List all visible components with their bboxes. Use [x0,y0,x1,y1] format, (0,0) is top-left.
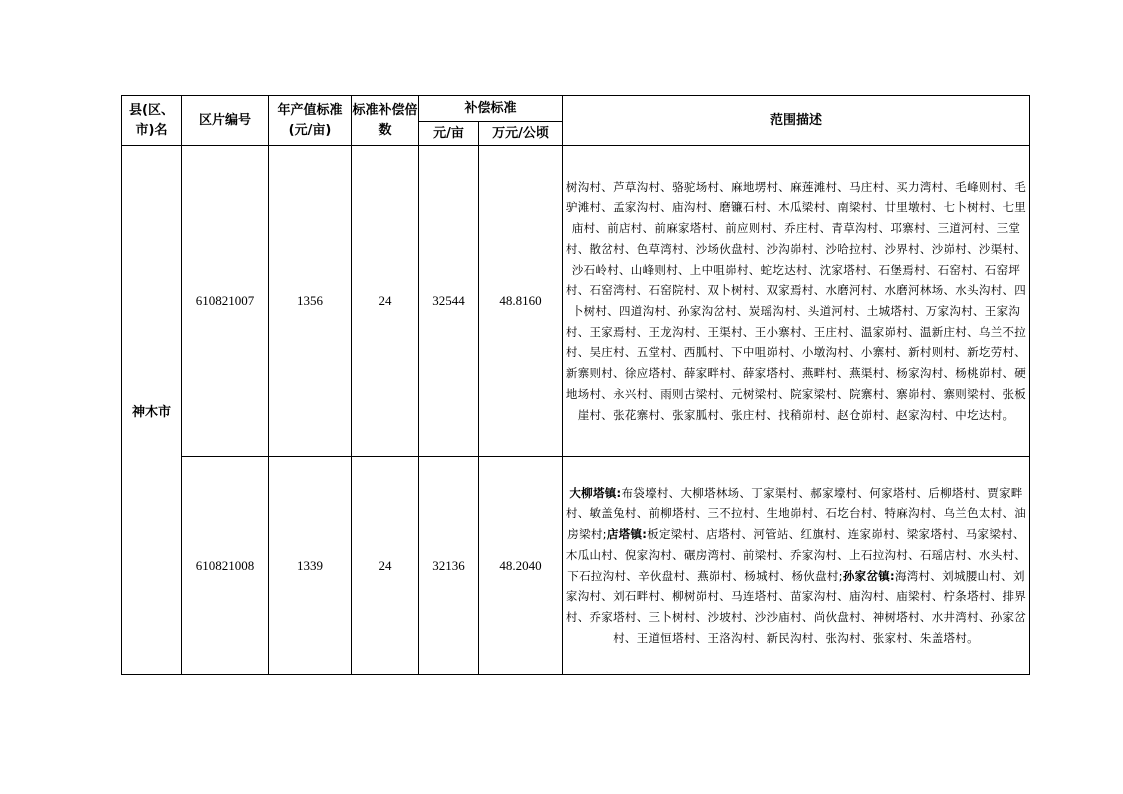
header-multiple: 标准补偿倍数 [352,96,419,146]
town-name: 店塔镇: [606,527,648,542]
header-wan-per-ha: 万元/公顷 [479,122,563,146]
wan-per-ha-cell: 48.2040 [479,457,563,675]
multiple-cell: 24 [352,457,419,675]
annual-output-cell: 1339 [269,457,352,675]
compensation-table [121,95,1030,675]
town-name: 孙家岔镇: [842,568,895,583]
scope-villages: 树沟村、芦草沟村、骆驼场村、麻地塄村、麻莲滩村、马庄村、买力湾村、毛峰则村、毛驴滩村、孟家沟村、庙沟村、磨镰石村、木瓜梁村、南梁村、廿里墩村、七卜树村、七里庙村、前店村、前麻家塔村、前应则村、乔庄村、青草沟村、邛寨村、三道河村、三堂村、散岔村、色草湾村、沙场伙盘村、沙沟峁村、沙哈拉村、沙界村、沙峁村、沙渠村、沙石岭村、山峰则村、上中咀峁村、蛇圪达村、沈家塔村、石堡焉村、石窑村、石窑坪村、石窑湾村、石窑院村、双卜树村、双家焉村、水磨河村、水磨河林场、水头沟村、四卜树村、四道沟村、孙家沟岔村、炭瑶沟村、头道河村、土城塔村、万家沟村、王家沟村、王家焉村、王龙沟村、王渠村、王小寨村、王庄村、温家峁村、温新庄村、乌兰不拉村、吴庄村、五堂村、西胍村、下中咀峁村、小墩沟村、小寨村、新村则村、新圪劳村、新寨则村、徐应塔村、薛家畔村、薛家塔村、燕畔村、燕渠村、杨家沟村、杨桃峁村、硬地场村、永兴村、雨则古梁村、元树梁村、院家梁村、院寨村、寨峁村、寨则梁村、张板崖村、张花寨村、张家胍村、张庄村、找稍峁村、赵仓峁村、赵家沟村、中圪达村。 [565,179,1027,422]
scope-villages: 布袋壕村、大柳塔林场、丁家渠村、郝家壕村、何家塔村、后柳塔村、贾家畔村、敏盖兔村、前柳塔村、三不拉村、生地峁村、石圪台村、特麻沟村、乌兰色太村、油房梁村; [565,485,1027,542]
yuan-per-mu-cell: 32544 [419,146,479,457]
header-zone-code: 区片编号 [182,96,269,146]
scope-villages: 海湾村、刘城腰山村、刘家沟村、刘石畔村、柳树峁村、马连塔村、苗家沟村、庙沟村、庙梁村、柠条塔村、排界村、乔家塔村、三卜树村、沙坡村、沙沙庙村、尚伙盘村、神树塔村、水井湾村、孙家岔村、王道恒塔村、王洛沟村、新民沟村、张沟村、张家村、朱盖塔村。 [565,568,1027,645]
town-name: 大柳塔镇: [569,485,622,500]
wan-per-ha-cell: 48.8160 [479,146,563,457]
scope-villages: 板定梁村、店塔村、河管站、红旗村、连家峁村、梁家塔村、马家梁村、木瓜山村、倪家沟村、碾房湾村、前梁村、乔家沟村、上石拉沟村、石瑶店村、水头村、下石拉沟村、辛伙盘村、燕峁村、杨城村、杨伙盘村; [565,527,1027,583]
annual-output-cell: 1356 [269,146,352,457]
zone-code-cell: 610821007 [182,146,269,457]
county-name: 神木市 [122,146,182,675]
header-scope: 范围描述 [563,96,1030,146]
header-county: 县(区、市)名 [122,96,182,146]
yuan-per-mu-cell: 32136 [419,457,479,675]
header-yuan-per-mu: 元/亩 [419,122,479,146]
scope-cell [563,146,1030,457]
table-row [122,146,1030,457]
scope-cell [563,457,1030,675]
zone-code-cell: 610821008 [182,457,269,675]
multiple-cell: 24 [352,146,419,457]
header-compensation: 补偿标准 [419,96,563,122]
table-row [122,457,1030,675]
header-annual-output: 年产值标准(元/亩) [269,96,352,146]
